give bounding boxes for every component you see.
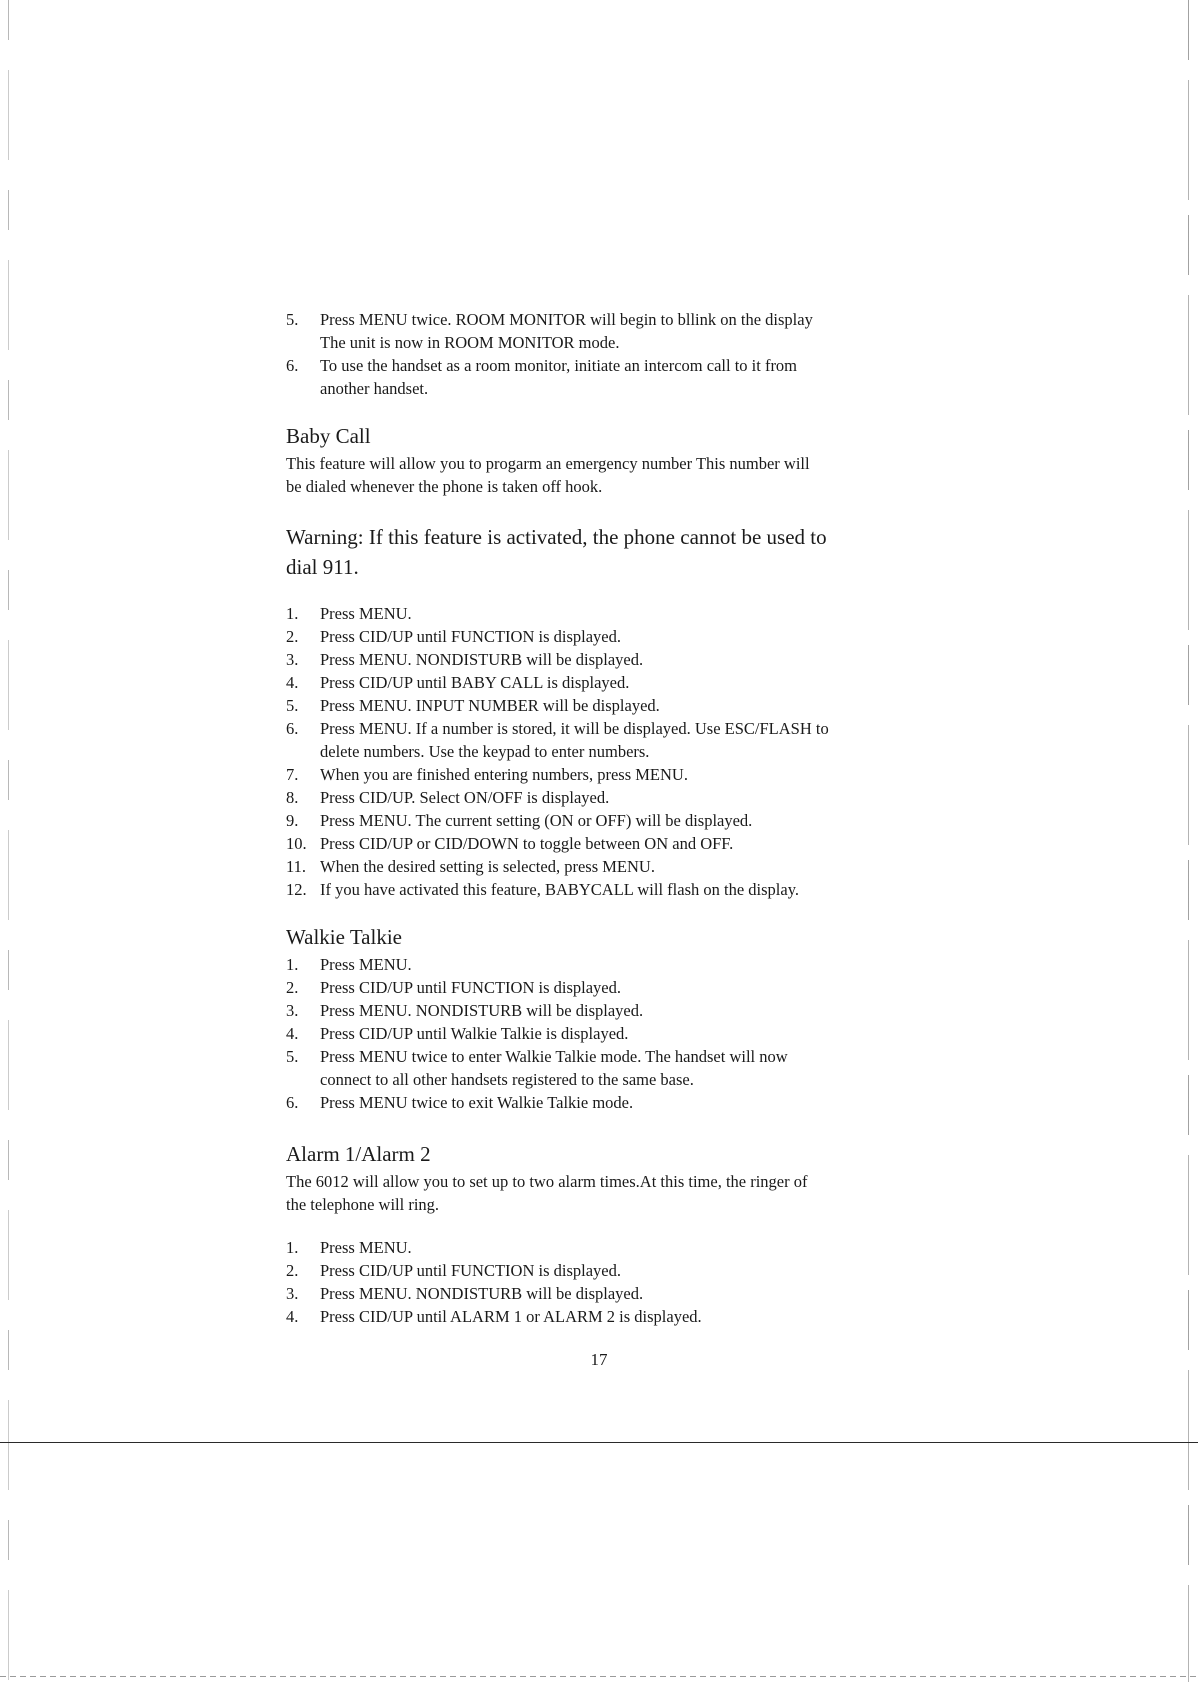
page-divider (0, 1442, 1198, 1443)
alarm-description (286, 1170, 906, 1216)
step-number: 3. (286, 1284, 299, 1303)
list-item (286, 354, 906, 400)
step-number: 2. (286, 978, 299, 997)
list-item (286, 308, 906, 354)
list-item (286, 625, 906, 648)
step-number: 5. (286, 696, 299, 715)
step-number: 3. (286, 650, 299, 669)
step-number: 8. (286, 788, 299, 807)
list-item (286, 832, 906, 855)
step-number: 1. (286, 1238, 299, 1257)
step-text: connect to all other handsets registered to the same base. (320, 1070, 694, 1089)
list-item (286, 602, 906, 625)
section-heading-walkie-talkie: Walkie Talkie (286, 925, 402, 949)
step-number: 10. (286, 834, 307, 853)
list-item (286, 1305, 906, 1328)
list-item (286, 1259, 906, 1282)
page-number: 17 (590, 1350, 608, 1369)
manual-page-content (286, 308, 906, 1328)
step-text: Press CID/UP. Select ON/OFF is displayed. (320, 788, 610, 807)
paragraph-line: The 6012 will allow you to set up to two alarm times.At this time, the ringer of (286, 1172, 808, 1191)
list-item (286, 976, 906, 999)
step-text: When the desired setting is selected, press MENU. (320, 857, 655, 876)
step-number: 1. (286, 604, 299, 623)
spacer (286, 1216, 906, 1236)
list-item (286, 648, 906, 671)
step-text: Press MENU. The current setting (ON or OFF) will be displayed. (320, 811, 753, 830)
step-number: 5. (286, 1047, 299, 1066)
step-text: Press MENU. (320, 955, 412, 974)
step-number: 12. (286, 880, 307, 899)
list-item (286, 671, 906, 694)
scan-edge-right (1188, 0, 1189, 1682)
list-item (286, 855, 906, 878)
step-text: Press CID/UP until ALARM 1 or ALARM 2 is displayed. (320, 1307, 702, 1326)
step-text: The unit is now in ROOM MONITOR mode. (320, 333, 620, 352)
step-number: 6. (286, 356, 299, 375)
baby-call-steps (286, 602, 906, 901)
section-heading-alarm: Alarm 1/Alarm 2 (286, 1142, 431, 1166)
list-item (286, 1022, 906, 1045)
list-item (286, 1236, 906, 1259)
step-text: Press CID/UP until Walkie Talkie is displayed. (320, 1024, 629, 1043)
list-item (286, 1282, 906, 1305)
warning-line: Warning: If this feature is activated, the phone cannot be used to (286, 525, 827, 549)
list-item (286, 1045, 906, 1091)
step-number: 6. (286, 1093, 299, 1112)
step-text: When you are finished entering numbers, press MENU. (320, 765, 688, 784)
list-item (286, 717, 906, 763)
list-item (286, 809, 906, 832)
step-text: Press MENU twice to enter Walkie Talkie mode. The handset will now (320, 1047, 788, 1066)
list-item (286, 786, 906, 809)
list-item (286, 878, 906, 901)
step-text: Press MENU. NONDISTURB will be displayed. (320, 1001, 644, 1020)
step-text: Press MENU. NONDISTURB will be displayed. (320, 1284, 644, 1303)
step-text: Press CID/UP until FUNCTION is displayed. (320, 978, 621, 997)
alarm-steps (286, 1236, 906, 1328)
step-text: another handset. (320, 379, 429, 398)
step-text: Press CID/UP until FUNCTION is displayed. (320, 1261, 621, 1280)
step-number: 1. (286, 955, 299, 974)
intro-steps (286, 308, 906, 400)
step-text: To use the handset as a room monitor, initiate an intercom call to it from (320, 356, 798, 375)
list-item (286, 763, 906, 786)
step-number: 9. (286, 811, 299, 830)
step-number: 6. (286, 719, 299, 738)
list-item (286, 694, 906, 717)
step-number: 2. (286, 627, 299, 646)
warning-line: dial 911. (286, 555, 359, 579)
scan-edge-left (8, 0, 9, 1682)
step-number: 7. (286, 765, 299, 784)
walkie-talkie-steps (286, 953, 906, 1114)
step-number: 11. (286, 857, 307, 876)
step-text: delete numbers. Use the keypad to enter numbers. (320, 742, 650, 761)
step-text: If you have activated this feature, BABYCALL will flash on the display. (320, 880, 799, 899)
step-text: Press MENU. INPUT NUMBER will be displayed. (320, 696, 660, 715)
step-number: 4. (286, 1024, 299, 1043)
step-text: Press MENU. If a number is stored, it will be displayed. Use ESC/FLASH to (320, 719, 829, 738)
step-number: 3. (286, 1001, 299, 1020)
step-text: Press MENU twice. ROOM MONITOR will begin to bllink on the display (320, 310, 813, 329)
step-text: Press CID/UP until BABY CALL is displayed. (320, 673, 630, 692)
paragraph-line: the telephone will ring. (286, 1195, 440, 1214)
list-item (286, 1091, 906, 1114)
step-number: 2. (286, 1261, 299, 1280)
step-number: 4. (286, 673, 299, 692)
step-text: Press CID/UP or CID/DOWN to toggle between ON and OFF. (320, 834, 734, 853)
step-text: Press MENU. NONDISTURB will be displayed. (320, 650, 644, 669)
baby-call-description (286, 452, 906, 498)
step-text: Press MENU twice to exit Walkie Talkie mode. (320, 1093, 634, 1112)
step-text: Press MENU. (320, 1238, 412, 1257)
section-heading-baby-call: Baby Call (286, 424, 371, 448)
scan-edge-bottom (0, 1676, 1198, 1677)
warning-notice (286, 522, 906, 582)
list-item (286, 999, 906, 1022)
paragraph-line: be dialed whenever the phone is taken off hook. (286, 477, 603, 496)
list-item (286, 953, 906, 976)
step-number: 4. (286, 1307, 299, 1326)
step-number: 5. (286, 310, 299, 329)
step-text: Press MENU. (320, 604, 412, 623)
step-text: Press CID/UP until FUNCTION is displayed. (320, 627, 621, 646)
paragraph-line: This feature will allow you to progarm an emergency number This number will (286, 454, 810, 473)
